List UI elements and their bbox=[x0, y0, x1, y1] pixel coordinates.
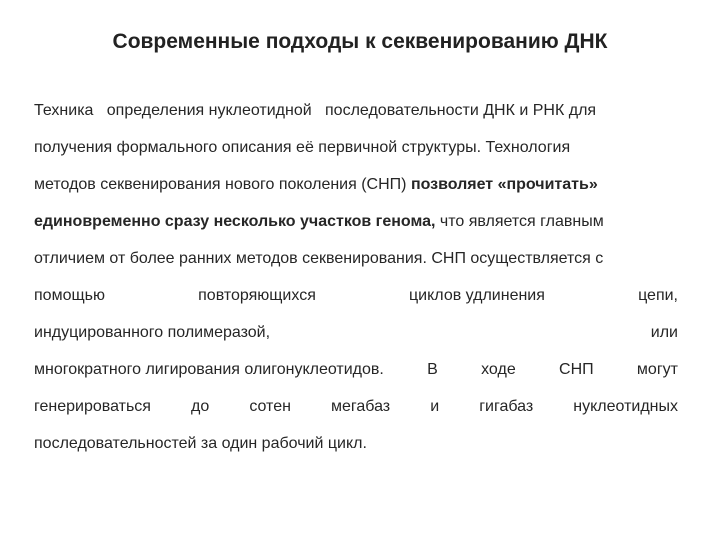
word: до bbox=[191, 398, 210, 415]
text-line-8 bbox=[34, 351, 678, 388]
slide-title: Современные подходы к секвенированию ДНК bbox=[112, 30, 608, 53]
text-line-2 bbox=[34, 129, 678, 166]
text-line-1: Техника определения нуклеотидной последовательности ДНК и РНК для bbox=[34, 102, 597, 119]
text-line-4-regular: что является главным bbox=[435, 213, 604, 230]
text-line-2-content: получения формального описания её первичной структуры. Технология bbox=[34, 139, 571, 156]
text-line-6 bbox=[34, 277, 678, 314]
word: помощью bbox=[34, 287, 105, 304]
word: или bbox=[650, 324, 678, 341]
word: гигабаз bbox=[479, 398, 534, 415]
text-line-10: последовательностей за один рабочий цикл. bbox=[34, 435, 367, 452]
text-line-3-regular: методов секвенирования нового поколения (СНП) bbox=[34, 176, 411, 193]
word: и bbox=[430, 398, 440, 415]
text-line-3 bbox=[34, 166, 678, 203]
word: циклов удлинения bbox=[409, 287, 545, 304]
word: повторяющихся bbox=[198, 287, 316, 304]
word: сотен bbox=[249, 398, 291, 415]
word: многократного лигирования олигонуклеотидов. bbox=[34, 361, 384, 378]
word: СНП bbox=[559, 361, 594, 378]
text-line-5: отличием от более ранних методов секвенирования. СНП осуществляется с bbox=[34, 250, 604, 267]
word: В bbox=[427, 361, 438, 378]
text-line-4 bbox=[34, 203, 678, 240]
word: мегабаз bbox=[330, 398, 391, 415]
text-line-3-bold: позволяет «прочитать» bbox=[410, 176, 598, 193]
word: могут bbox=[636, 361, 678, 378]
word: генерироваться bbox=[34, 398, 151, 415]
word: ходе bbox=[481, 361, 516, 378]
text-line-7 bbox=[34, 314, 678, 351]
word: нуклеотидных bbox=[573, 398, 678, 415]
word: цепи, bbox=[638, 287, 678, 304]
slide-body-text bbox=[34, 92, 678, 462]
text-line-4-bold: единовременно сразу несколько участков генома, bbox=[34, 213, 436, 230]
word: индуцированного полимеразой, bbox=[34, 324, 271, 341]
text-line-9 bbox=[34, 388, 678, 425]
